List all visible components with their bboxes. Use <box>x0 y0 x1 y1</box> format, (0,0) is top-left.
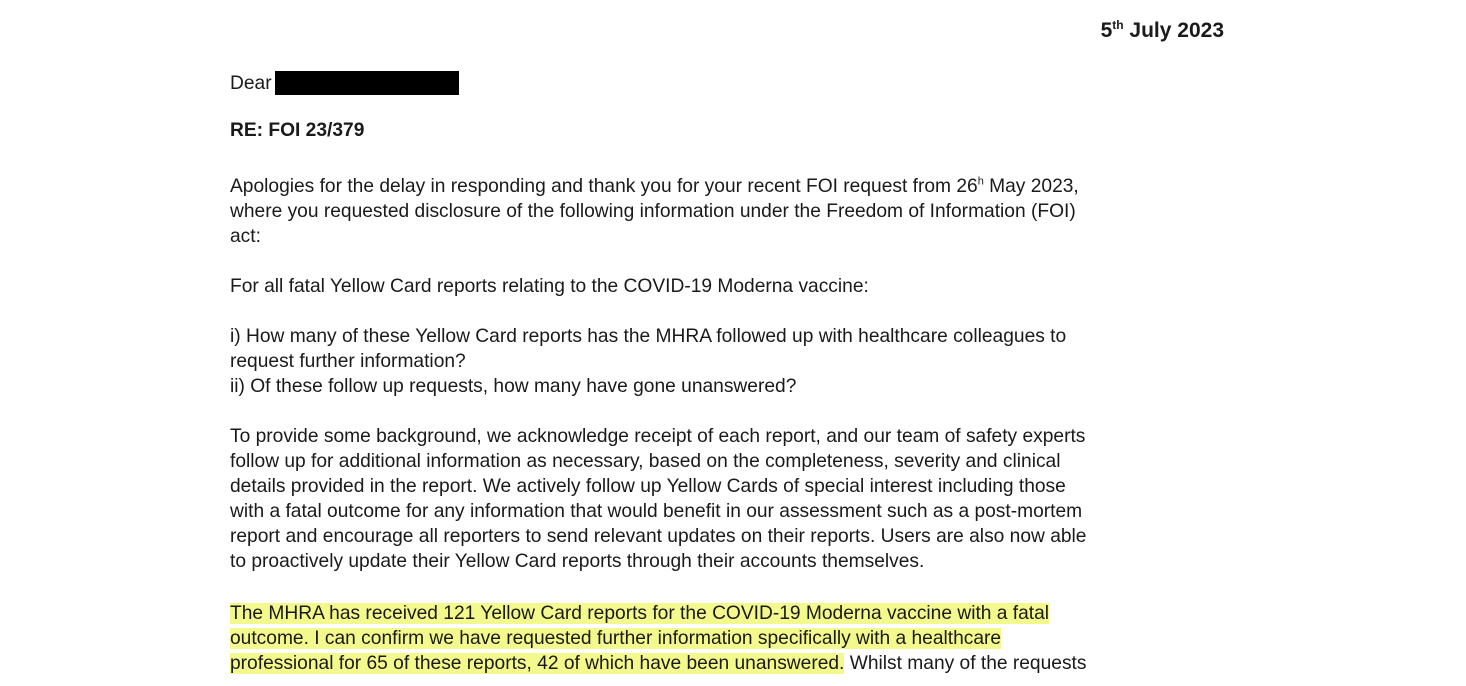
salutation <box>230 70 1240 96</box>
question-1-line-1: i) How many of these Yellow Card reports has the MHRA followed up with healthcare colleagues to <box>230 326 1067 348</box>
intro-paragraph <box>230 170 1240 249</box>
date-suffix: th <box>1112 18 1124 32</box>
date-rest: July 2023 <box>1123 19 1224 42</box>
answer-line-3 <box>230 653 1086 674</box>
redaction-block <box>275 71 459 95</box>
answer-line-2-highlighted: outcome. I can confirm we have requested further information specifically with a healthcare <box>230 628 1002 650</box>
background-line: follow up for additional information as necessary, based on the completeness, severity and clinical <box>230 451 1061 473</box>
background-line: with a fatal outcome for any information that would benefit in our assessment such as a post-mortem <box>230 501 1083 523</box>
scope-paragraph: For all fatal Yellow Card reports relating to the COVID-19 Moderna vaccine: <box>230 276 869 298</box>
background-line: details provided in the report. We actively follow up Yellow Cards of special interest including those <box>230 476 1066 498</box>
letter-date <box>1101 18 1224 43</box>
answer-line-3-highlighted: professional for 65 of these reports, 42 of which have been unanswered. <box>230 653 845 675</box>
background-paragraph <box>230 424 1240 574</box>
answer-paragraph <box>230 601 1240 676</box>
letter-body <box>230 70 1240 676</box>
background-line: To provide some background, we acknowledge receipt of each report, and our team of safety experts <box>230 426 1086 448</box>
reference-line: RE: FOI 23/379 <box>230 120 365 141</box>
salutation-text: Dear <box>230 72 272 94</box>
intro-line-1 <box>230 176 1079 197</box>
answer-line-3-rest: Whilst many of the requests <box>844 653 1087 675</box>
questions-paragraph <box>230 324 1240 399</box>
intro-text-b: May 2023, <box>983 176 1079 198</box>
intro-sup: h <box>977 176 984 188</box>
background-line: report and encourage all reporters to send relevant updates on their reports. Users are also now able <box>230 526 1087 548</box>
intro-line-3: act: <box>230 226 261 248</box>
answer-line-1-highlighted: The MHRA has received 121 Yellow Card reports for the COVID-19 Moderna vaccine with a fatal <box>230 603 1050 625</box>
date-day: 5 <box>1100 19 1113 42</box>
intro-line-2: where you requested disclosure of the following information under the Freedom of Information (FOI) <box>230 201 1076 223</box>
question-2: ii) Of these follow up requests, how many have gone unanswered? <box>230 376 797 398</box>
intro-text-a: Apologies for the delay in responding and thank you for your recent FOI request from 26 <box>230 176 978 198</box>
background-line: to proactively update their Yellow Card reports through their accounts themselves. <box>230 551 925 573</box>
question-1-line-2: request further information? <box>230 351 466 373</box>
